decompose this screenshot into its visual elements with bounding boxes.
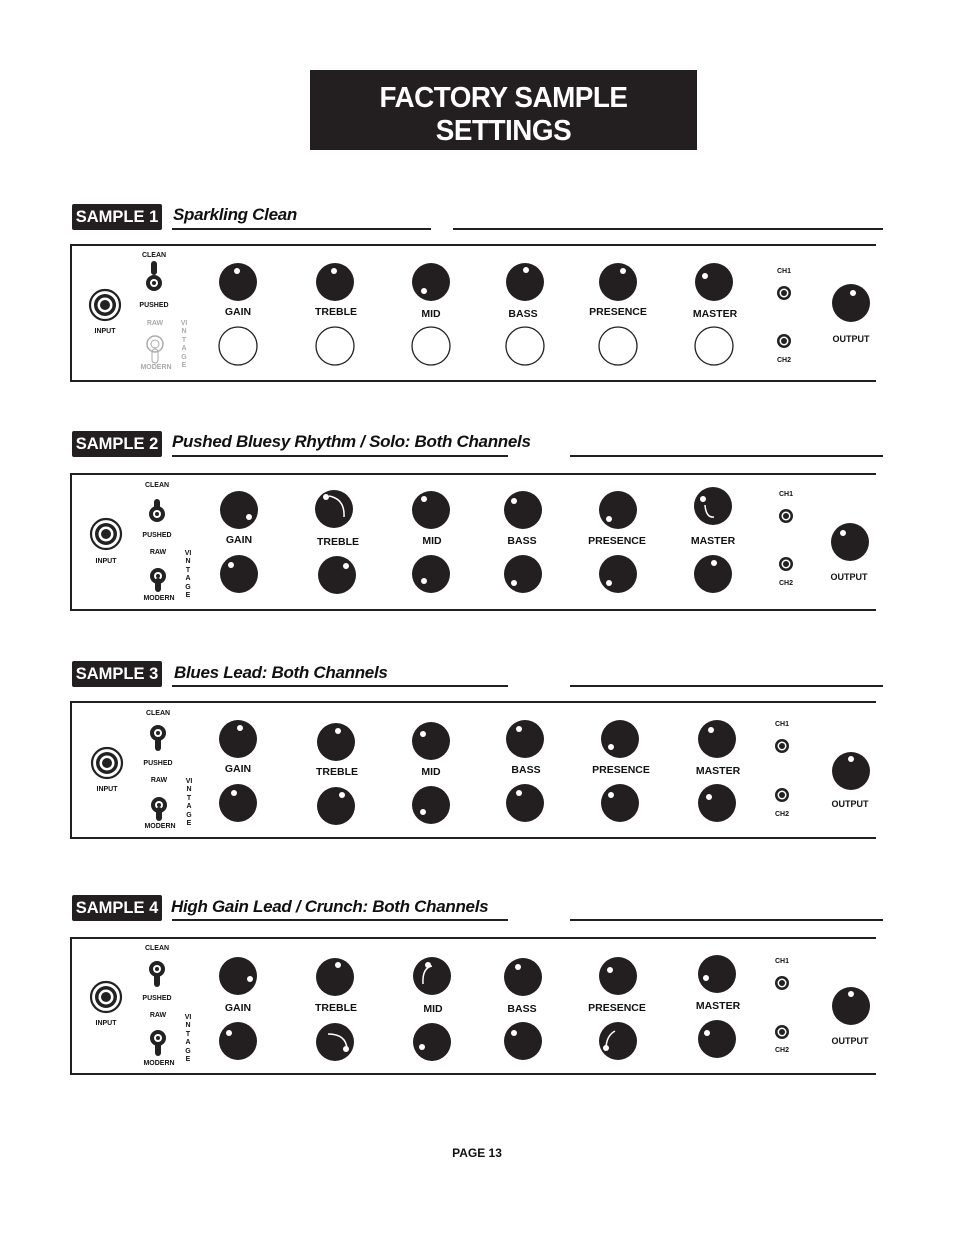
input-label: INPUT	[94, 328, 116, 335]
knob-label: MID	[423, 1003, 443, 1015]
pushed-label: PUSHED	[139, 302, 169, 309]
sample-4	[0, 892, 954, 1132]
knob-label: MID	[421, 766, 441, 778]
modern-label: MODERN	[144, 823, 176, 830]
knob-label: TREBLE	[315, 1002, 357, 1014]
sample-badge: SAMPLE 1	[72, 204, 162, 230]
knob-label: BASS	[508, 308, 538, 320]
sample-badge: SAMPLE 3	[72, 661, 162, 687]
modern-label: MODERN	[143, 595, 175, 602]
sample-2	[0, 427, 954, 667]
knob-label: GAIN	[225, 534, 253, 546]
output-label: OUTPUT	[832, 334, 870, 344]
raw-label: RAW	[146, 320, 164, 327]
knob-label: BASS	[507, 535, 537, 547]
raw-label: RAW	[150, 777, 168, 784]
knob-label: PRESENCE	[592, 764, 650, 776]
knob-label: MID	[421, 308, 441, 320]
ch1-label: CH1	[778, 491, 794, 498]
knob-label: BASS	[511, 764, 541, 776]
ch1-label: CH1	[774, 721, 790, 728]
knob-array[interactable]	[0, 657, 954, 897]
knob-array[interactable]	[0, 892, 954, 1132]
knob-label: PRESENCE	[589, 306, 647, 318]
knob-label: MASTER	[692, 308, 738, 320]
knob-label: TREBLE	[317, 536, 359, 548]
knob-label: MID	[422, 535, 442, 547]
ch2-label: CH2	[774, 1047, 790, 1054]
output-label: OUTPUT	[830, 572, 868, 582]
raw-label: RAW	[149, 549, 167, 556]
vintage-label: VINTAGE	[184, 1014, 192, 1064]
ch2-label: CH2	[774, 811, 790, 818]
output-label: OUTPUT	[831, 799, 869, 809]
knob-label: TREBLE	[316, 766, 358, 778]
knob-label: MASTER	[695, 1000, 741, 1012]
input-label: INPUT	[95, 1020, 117, 1027]
knob-label: GAIN	[224, 1002, 252, 1014]
page-title: FACTORY SAMPLE SETTINGS	[379, 82, 628, 147]
sample-title: High Gain Lead / Crunch: Both Channels	[171, 897, 489, 916]
vintage-label: VINTAGE	[180, 320, 188, 370]
raw-label: RAW	[149, 1012, 167, 1019]
clean-label: CLEAN	[145, 710, 171, 717]
knob-array[interactable]	[0, 200, 954, 440]
sample-3	[0, 657, 954, 897]
clean-label: CLEAN	[144, 482, 170, 489]
ch1-label: CH1	[774, 958, 790, 965]
knob-label: PRESENCE	[588, 535, 646, 547]
knob-array[interactable]	[0, 427, 954, 667]
knob-label: BASS	[507, 1003, 537, 1015]
title-banner	[310, 70, 697, 171]
sample-title: Blues Lead: Both Channels	[174, 663, 388, 682]
pushed-label: PUSHED	[142, 995, 172, 1002]
clean-label: CLEAN	[141, 252, 167, 259]
input-label: INPUT	[96, 786, 118, 793]
knob-label: TREBLE	[315, 306, 357, 318]
sample-title: Pushed Bluesy Rhythm / Solo: Both Channels	[172, 432, 531, 451]
ch1-label: CH1	[776, 268, 792, 275]
knob-label: MASTER	[695, 765, 741, 777]
vintage-label: VINTAGE	[184, 550, 192, 600]
sample-badge: SAMPLE 4	[72, 895, 162, 921]
modern-label: MODERN	[140, 364, 172, 371]
ch2-label: CH2	[778, 580, 794, 587]
page-number: PAGE 13	[452, 1146, 502, 1160]
sample-title: Sparkling Clean	[173, 205, 297, 224]
clean-label: CLEAN	[144, 945, 170, 952]
input-label: INPUT	[95, 558, 117, 565]
knob-label: GAIN	[224, 763, 252, 775]
pushed-label: PUSHED	[142, 532, 172, 539]
ch2-label: CH2	[776, 357, 792, 364]
knob-label: GAIN	[224, 306, 252, 318]
sample-1	[0, 200, 954, 440]
knob-label: MASTER	[690, 535, 736, 547]
vintage-label: VINTAGE	[185, 778, 193, 828]
page-subtitle: COMBO VERSION SHOWN	[382, 149, 625, 171]
output-label: OUTPUT	[831, 1036, 869, 1046]
sample-badge: SAMPLE 2	[72, 431, 162, 457]
knob-label: PRESENCE	[588, 1002, 646, 1014]
modern-label: MODERN	[143, 1060, 175, 1067]
pushed-label: PUSHED	[143, 760, 173, 767]
